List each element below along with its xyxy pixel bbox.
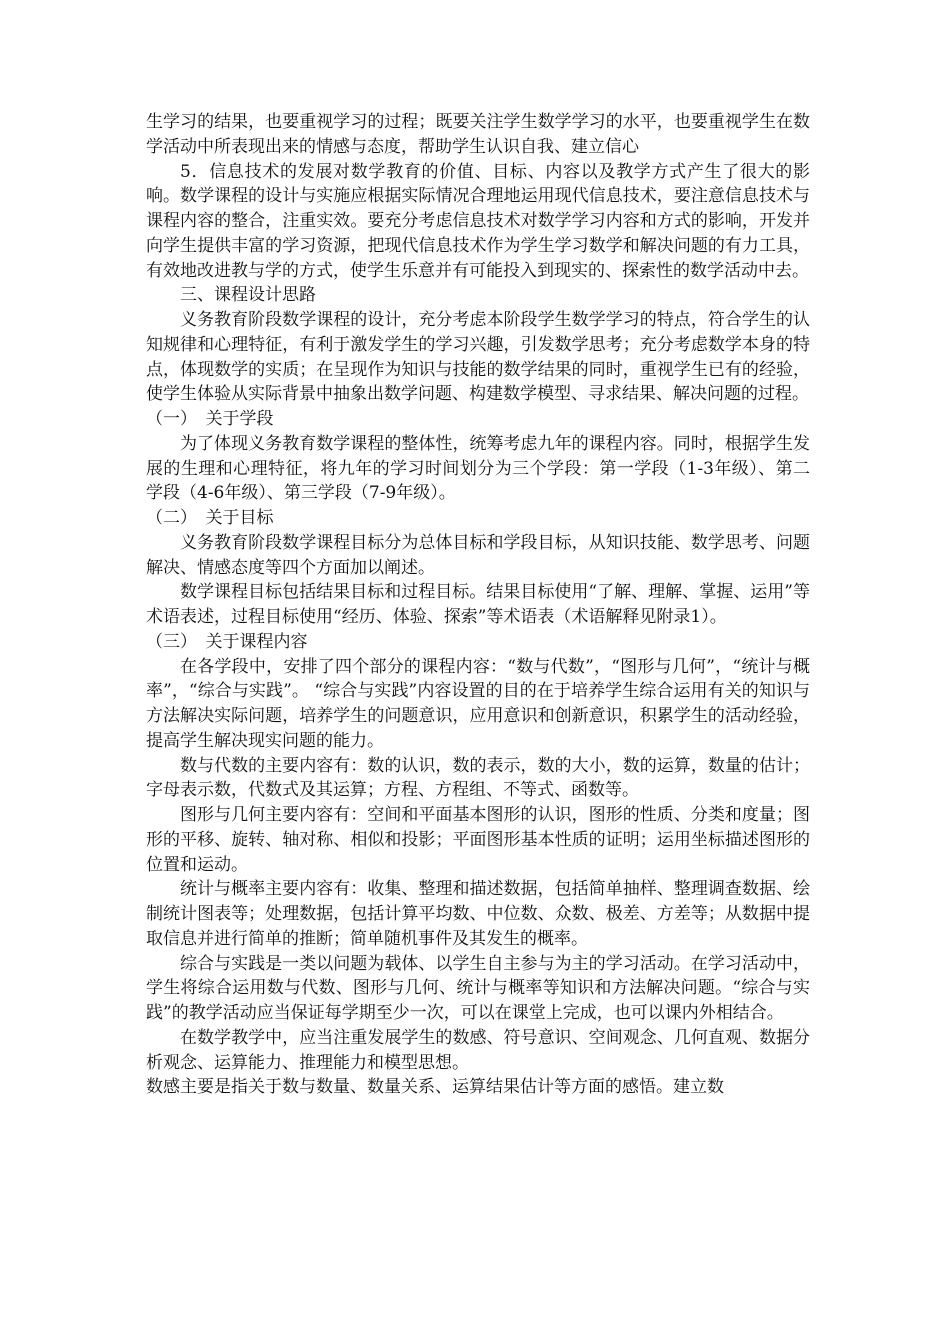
paragraph-15: 综合与实践是一类以问题为载体、以学生自主参与为主的学习活动。在学习活动中，学生将综合运用数与代数、图形与几何、统计与概率等知识和方法解决问题。“综合与实践”的教学活动应当保证每学期至少一次，可以在课堂上完成，也可以课内外相结合。 xyxy=(146,953,810,1023)
paragraph-17: 数感主要是指关于数与数量、数量关系、运算结果估计等方面的感悟。建立数 xyxy=(146,1077,724,1098)
paragraph-1: 生学习的结果，也要重视学习的过程；既要关注学生数学学习的水平，也要重视学生在数学活动中所表现出来的情感与态度，帮助学生认识自我、建立信心 xyxy=(146,112,810,157)
document-page xyxy=(146,110,810,1100)
subheading-about-content: （三） 关于课程内容 xyxy=(146,631,308,652)
paragraph-12: 数与代数的主要内容有：数的认识，数的表示，数的大小，数的运算，数量的估计；字母表示数，代数式及其运算；方程、方程组、不等式、函数等。 xyxy=(146,755,810,801)
paragraph-11: 在各学段中，安排了四个部分的课程内容：“数与代数”，“图形与几何”，“统计与概率”，“综合与实践”。 “综合与实践”内容设置的目的在于培养学生综合运用有关的知识与方法解决实际问题，培养学生的问题意识，应用意识和创新意识，积累学生的活动经验，提高学生解决现实问题的能力。 xyxy=(146,656,810,751)
paragraph-8: 义务教育阶段数学课程目标分为总体目标和学段目标，从知识技能、数学思考、问题解决、情感态度等四个方面加以阐述。 xyxy=(146,532,810,578)
paragraph-9: 数学课程目标包括结果目标和过程目标。结果目标使用“了解、理解、掌握、运用”等术语表述，过程目标使用“经历、体验、探索”等术语表（术语解释见附录1）。 xyxy=(146,582,810,627)
paragraph-6: 为了体现义务教育数学课程的整体性，统筹考虑九年的课程内容。同时，根据学生发展的生理和心理特征，将九年的学习时间划分为三个学段：第一学段（1-3年级）、第二学段（4-6年级）、第三学段（7-9年级）。 xyxy=(146,433,810,504)
paragraph-4: 义务教育阶段数学课程的设计，充分考虑本阶段学生数学学习的特点，符合学生的认知规律和心理特征，有利于激发学生的学习兴趣，引发数学思考；充分考虑数学本身的特点，体现数学的实质；在呈现作为知识与技能的数学结果的同时，重视学生已有的经验，使学生体验从实际背景中抽象出数学问题、构建数学模型、寻求结果、解决问题的过程。 xyxy=(146,310,810,405)
paragraph-13: 图形与几何主要内容有：空间和平面基本图形的认识，图形的性质、分类和度量；图形的平移、旋转、轴对称、相似和投影；平面图形基本性质的证明；运用坐标描述图形的位置和运动。 xyxy=(146,805,810,875)
paragraph-14: 统计与概率主要内容有：收集、整理和描述数据，包括简单抽样、整理调查数据、绘制统计图表等；处理数据，包括计算平均数、中位数、众数、极差、方差等；从数据中提取信息并进行简单的推断；简单随机事件及其发生的概率。 xyxy=(146,879,810,949)
section-heading-3: 三、课程设计思路 xyxy=(180,285,316,306)
subheading-about-goals: （二） 关于目标 xyxy=(146,508,274,528)
paragraph-2: 5．信息技术的发展对数学教育的价值、目标、内容以及教学方式产生了很大的影响。数学课程的设计与实施应根据实际情况合理地运用现代信息技术，要注意信息技术与课程内容的整合，注重实效。要充分考虑信息技术对数学学习内容和方式的影响，开发并向学生提供丰富的学习资源，把现代信息技术作为学生学习数学和解决问题的有力工具，有效地改进教与学的方式，使学生乐意并有可能投入到现实的、探索性的数学活动中去。 xyxy=(146,161,810,281)
subheading-about-stages: （一） 关于学段 xyxy=(146,409,274,429)
paragraph-16: 在数学教学中，应当注重发展学生的数感、符号意识、空间观念、几何直观、数据分析观念、运算能力、推理能力和模型思想。 xyxy=(146,1027,810,1073)
